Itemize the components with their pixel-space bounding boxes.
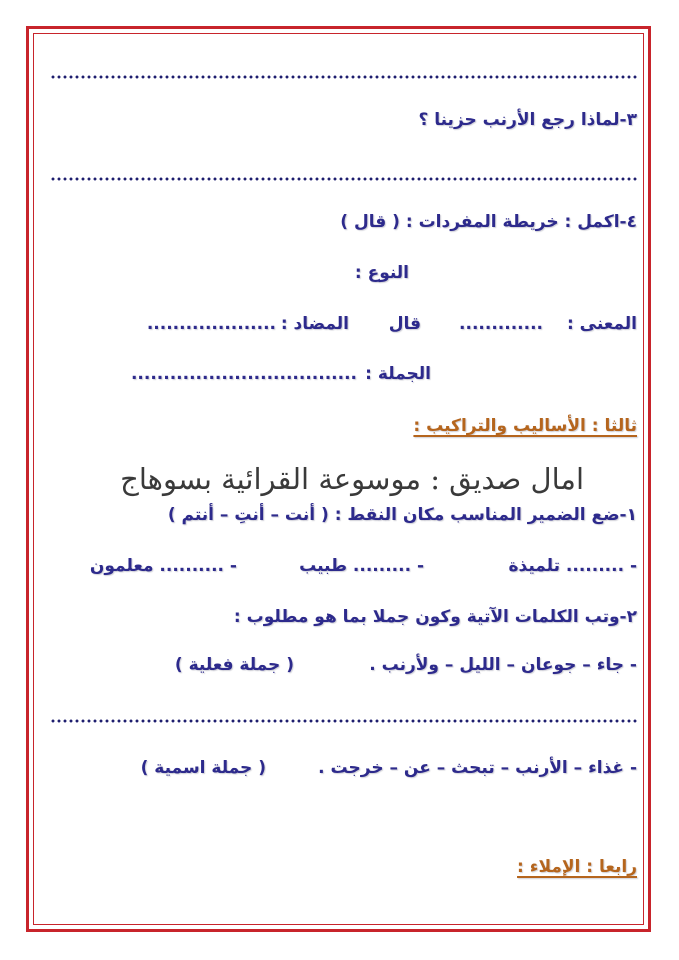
pronoun-item-2: - ......... طبيب: [299, 556, 424, 576]
answer-dotted-line: [50, 718, 638, 724]
center-word: قال: [388, 314, 421, 334]
question-2: ٢-وتب الكلمات الآتية وكون جملا بما هو مطلوب :: [233, 607, 637, 627]
question-4: ٤-اكمل : خريطة المفردات : ( قال ): [340, 212, 637, 232]
question-3: ٣-لماذا رجع الأرنب حزينا ؟: [418, 110, 637, 130]
arrange-item-1: - جاء – جوعان – الليل – ولأرنب .: [369, 655, 637, 675]
arrange-item-2: - غذاء – الأرنب – تبحث – عن – خرجت .: [318, 758, 637, 778]
pronoun-item-3: - .......... معلمون: [89, 556, 237, 576]
meaning-label: المعنى :: [566, 314, 637, 334]
arrange-item-1-hint: ( جملة فعلية ): [174, 655, 294, 675]
opposite-blank: ....................: [146, 314, 276, 334]
type-label: النوع :: [354, 263, 409, 283]
answer-dotted-line: [50, 176, 638, 182]
arrange-item-2-hint: ( جملة اسمية ): [140, 758, 266, 778]
watermark-text: امال صديق : موسوعة القرائية بسوهاج: [120, 462, 584, 496]
answer-dotted-line: [50, 74, 638, 80]
meaning-blank: .............: [459, 314, 543, 334]
sentence-blank: ...................................: [130, 364, 357, 384]
question-1: ١-ضع الضمير المناسب مكان النقط : ( أنت – أنتِ – أنتم ): [167, 505, 637, 525]
pronoun-item-1: - ......... تلميذة: [508, 556, 637, 576]
opposite-label: المضاد :: [280, 314, 349, 334]
sentence-label: الجملة :: [365, 364, 431, 384]
section-3-title: ثالثا : الأساليب والتراكيب :: [413, 416, 637, 436]
section-4-title: رابعا : الإملاء :: [517, 857, 637, 877]
